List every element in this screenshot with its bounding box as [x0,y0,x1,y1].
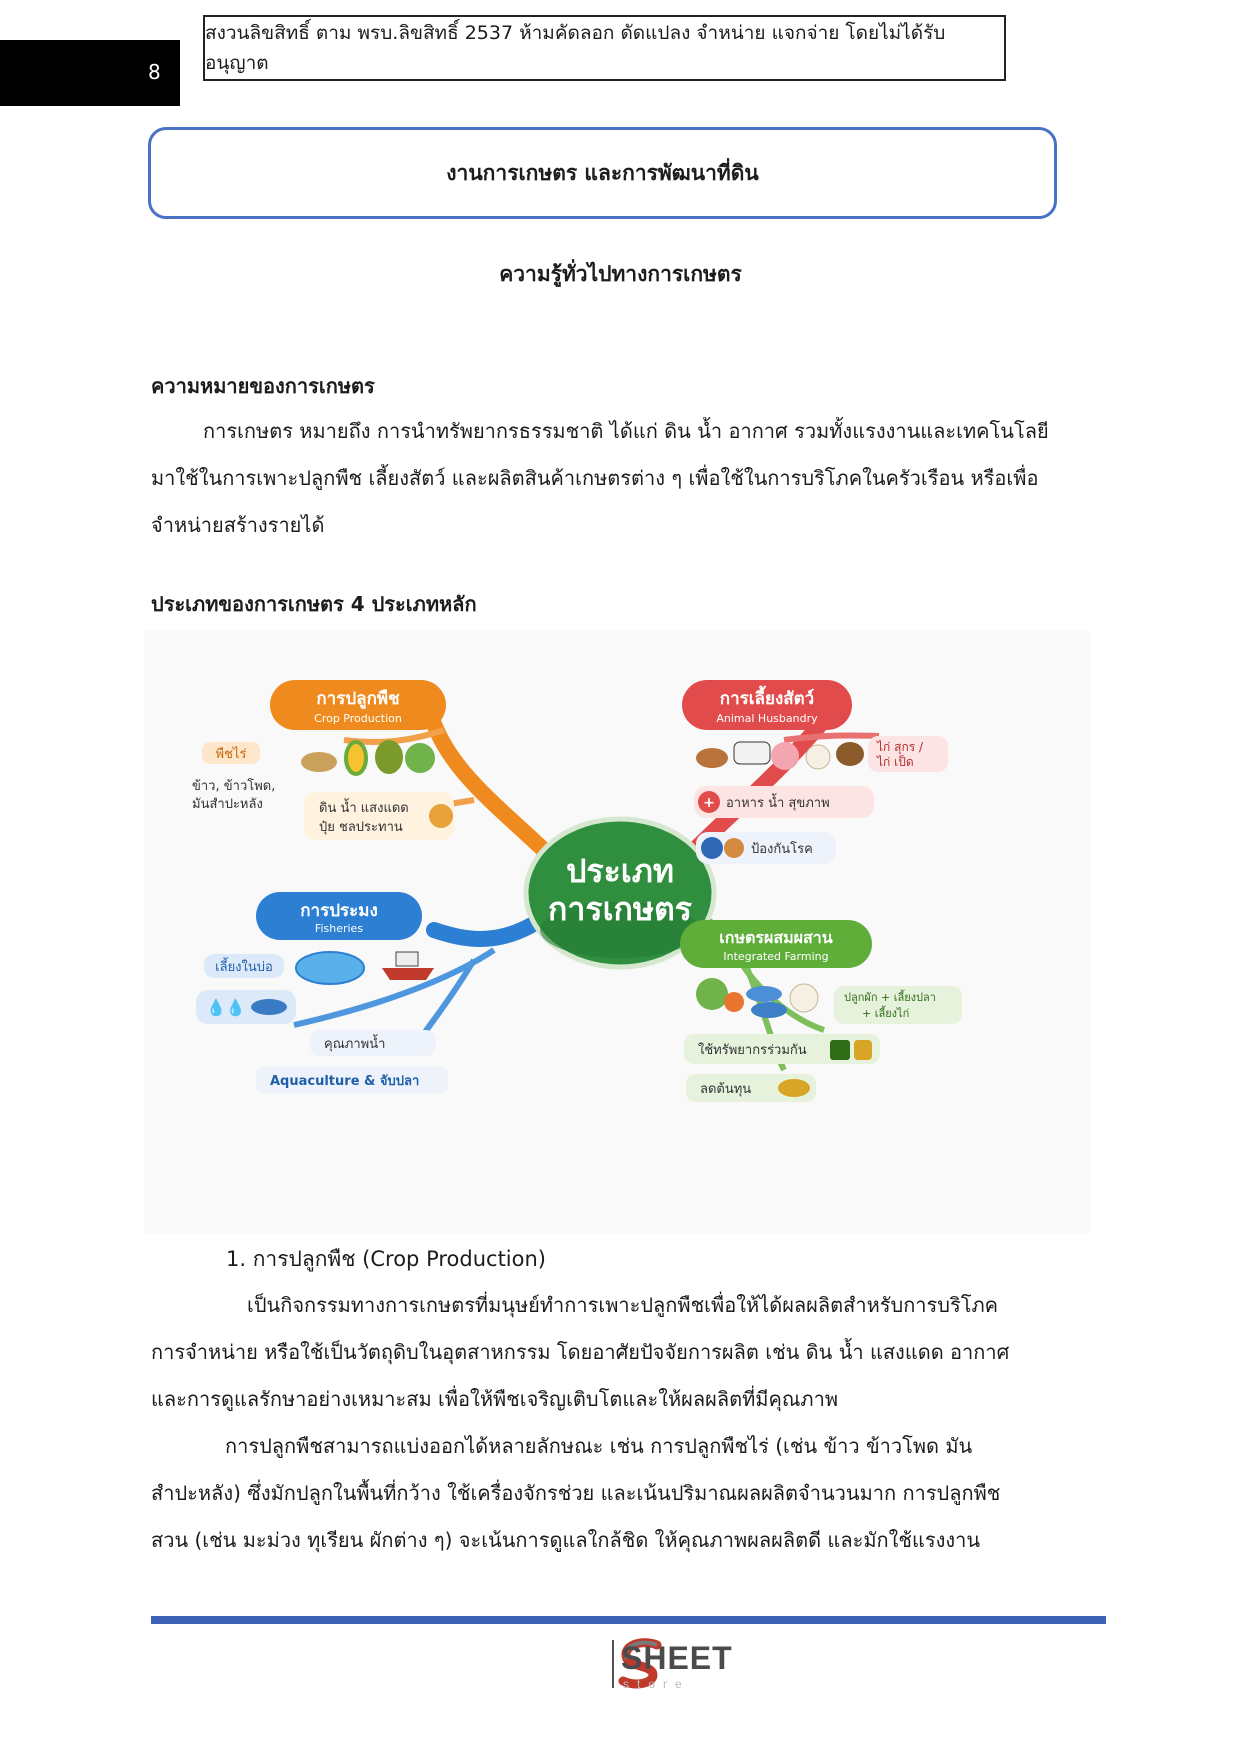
integrated-tag-2: + เลี้ยงไก่ [862,1007,910,1020]
branch-livestock-2 [784,735,879,740]
paragraph-line: การปลูกพืชสามารถแบ่งออกได้หลายลักษณะ เช่น การปลูกพืชไร่ (เช่น ข้าว ข้าวโพด มัน [225,1434,973,1458]
integrated-tag-1: ปลูกผัก + เลี้ยงปลา [844,991,936,1004]
hen-icon [724,838,744,858]
livestock-tag-1: ไก่ สุกร / [877,740,924,754]
coin-stack-icon [778,1079,810,1097]
integrated-item-1-label: ใช้ทรัพยากรร่วมกัน [698,1043,807,1058]
livestock-tag-2: ไก่ เป็ด [877,755,914,769]
page-number-block [0,40,180,106]
agriculture-mindmap [144,630,1090,1234]
crop-example-2: มันสำปะหลัง [192,797,263,812]
crop-title: การปลูกพืช [316,689,400,709]
types-heading: ประเภทของการเกษตร 4 ประเภทหลัก [151,592,477,616]
paragraph-line: สำปะหลัง) ซึ่งมักปลูกในพื้นที่กว้าง ใช้เครื่องจักรช่วย และเน้นปริมาณผลผลิตจำนวนมาก การปลูกพืช [151,1481,1001,1505]
fisheries-item-1-label: คุณภาพน้ำ [324,1037,386,1052]
fish-icon [251,999,287,1015]
livestock-item-1-label: อาหาร น้ำ สุขภาพ [726,796,830,811]
definition-heading: ความหมายของการเกษตร [151,374,375,398]
paragraph-line: มาใช้ในการเพาะปลูกพืช เลี้ยงสัตว์ และผลิตสินค้าเกษตรต่าง ๆ เพื่อใช้ในการบริโภคในครัวเรือน หรือเพื่อ [151,466,1039,490]
livestock-subtitle: Animal Husbandry [716,712,818,725]
paragraph-line: การเกษตร หมายถึง การนำทรัพยากรธรรมชาติ ได้แก่ ดิน น้ำ อากาศ รวมทั้งแรงงานและเทคโนโลยี [203,419,1049,443]
copyright-notice: สงวนลิขสิทธิ์ ตาม พรบ.ลิขสิทธิ์ 2537 ห้ามคัดลอก ดัดแปลง จำหน่าย แจกจ่าย โดยไม่ได้รับอนุญาต [203,15,1006,81]
shield-icon [701,837,723,859]
livestock-title: การเลี้ยงสัตว์ [719,689,815,709]
fisheries-item-2-label: Aquaculture & จับปลา [270,1074,420,1089]
integrated-item-2-label: ลดต้นทุน [700,1082,752,1097]
paragraph-line: สวน (เช่น มะม่วง ทุเรียน ผักต่าง ๆ) จะเน้นการดูแลใกล้ชิด ให้คุณภาพผลผลิตดี และมักใช้แรงงาน [151,1528,981,1552]
footer-divider [151,1616,1106,1624]
crop-production-heading: 1. การปลูกพืช (Crop Production) [226,1247,546,1271]
livestock-item-2-label: ป้องกันโรค [751,842,813,857]
page-title: งานการเกษตร และการพัฒนาที่ดิน [148,127,1057,219]
crop-produce-icons [301,740,435,774]
center-label-1: ประเภท [566,852,674,890]
brand-name: SHEET [621,1640,733,1676]
jar-icon [830,1040,850,1060]
paragraph-line: จำหน่ายสร้างรายได้ [151,513,325,537]
paragraph-line: และการดูแลรักษาอย่างเหมาะสม เพื่อให้พืชเจริญเติบโตและให้ผลผลิตที่มีคุณภาพ [151,1387,839,1411]
logo-divider [612,1640,614,1688]
definition-paragraph [151,408,1057,549]
crop-production-paragraph [151,1282,1057,1564]
crop-example-1: ข้าว, ข้าวโพด, [192,779,276,794]
water-drops-icon: 💧💧 [206,998,246,1017]
brand-subtitle: store [623,1677,690,1691]
fisheries-subtitle: Fisheries [314,922,364,935]
boat-icon [382,968,434,980]
crop-factor-2: ปุ๋ย ชลประทาน [319,820,403,835]
integrated-title: เกษตรผสมผสาน [719,928,833,947]
paragraph-line: การจำหน่าย หรือใช้เป็นวัตถุดิบในอุตสาหกรรม โดยอาศัยปัจจัยการผลิต เช่น ดิน น้ำ แสงแดด อากาศ [151,1340,1010,1364]
animal-icons [696,742,864,770]
pond-icon [296,952,364,984]
page-number: 8 [148,60,161,84]
fisheries-tag-label: เลี้ยงในบ่อ [215,960,273,975]
center-label-2: การเกษตร [548,890,692,928]
branch-crop-2 [344,730,444,742]
coins-icon [854,1040,872,1060]
integrated-subtitle: Integrated Farming [723,950,829,963]
svg-text:+: + [703,795,715,811]
fisheries-title: การประมง [300,901,378,921]
crop-subtitle: Crop Production [314,712,402,725]
plant-icon [429,804,453,828]
section-subtitle: ความรู้ทั่วไปทางการเกษตร [499,262,742,286]
crop-tag-label: พืชไร่ [215,747,247,762]
crop-factor-1: ดิน น้ำ แสงแดด [319,801,409,816]
paragraph-line: เป็นกิจกรรมทางการเกษตรที่มนุษย์ทำการเพาะปลูกพืชเพื่อให้ได้ผลผลิตสำหรับการบริโภค [247,1293,999,1317]
